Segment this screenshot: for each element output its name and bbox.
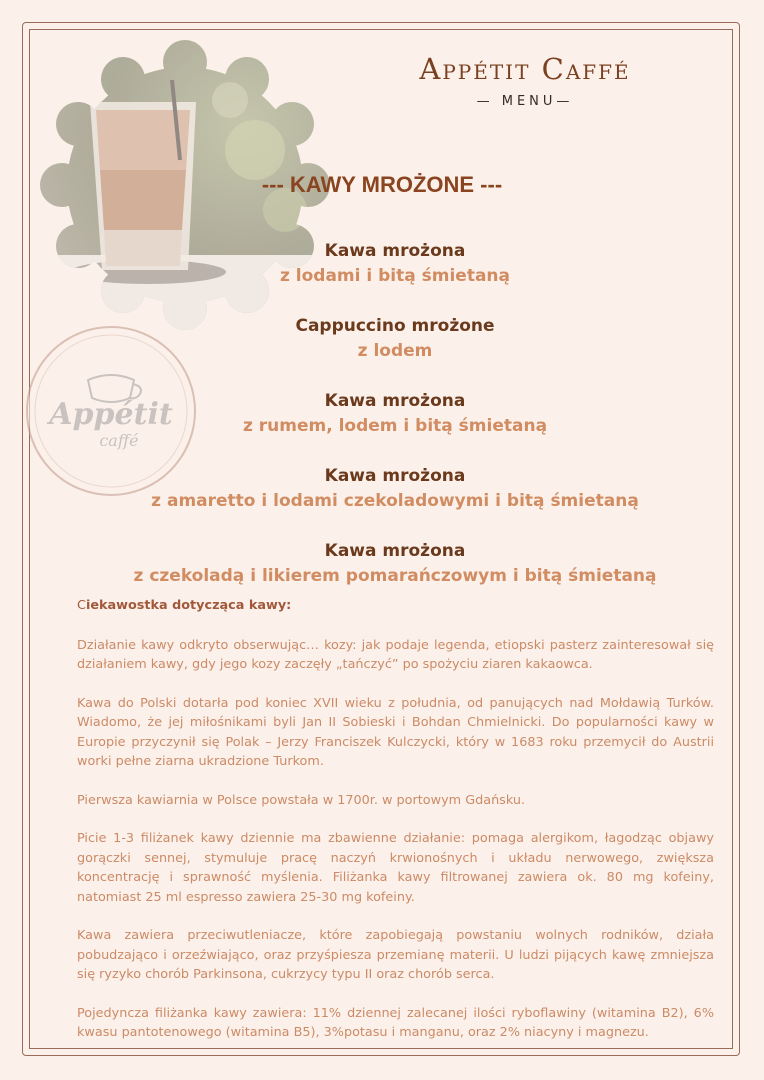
trivia-title <box>77 596 714 616</box>
menu-item <box>100 239 690 289</box>
menu-item <box>100 389 690 439</box>
menu-item-desc: z czekoladą i likierem pomarańczowym i bitą śmietaną <box>133 566 657 586</box>
menu-item-desc: z rumem, lodem i bitą śmietaną <box>242 416 548 436</box>
trivia-title-rest: iekawostka dotycząca kawy: <box>85 598 292 613</box>
trivia-paragraph: Kawa zawiera przeciwutleniacze, które zapobiegają powstaniu wolnych rodników, działa pobudzająco i orzeźwiająco, oraz przyśpiesza przemianę materii. U ludzi pijących kawę zmniejsza się ryzyko chorób Parkinsona, cukrzycy typu II oraz chorób serca. <box>77 928 714 982</box>
logo-subtext: caffé <box>99 431 139 450</box>
brand-title: Appétit Caffé <box>419 52 631 86</box>
menu-item-desc: z lodami i bitą śmietaną <box>279 266 511 286</box>
menu-item-desc: z amaretto i lodami czekoladowymi i bitą śmietaną <box>151 491 639 511</box>
trivia-paragraph: Pojedyncza filiżanka kawy zawiera: 11% dziennej zalecanej ilości ryboflawiny (witamina B2), 6% kwasu pantotenowego (witamina B5), 3%potasu i manganu, oraz 2% niacyny i magnezu. <box>77 1005 714 1040</box>
menu-item-name: Kawa mrożona <box>324 241 466 261</box>
trivia-paragraph: Picie 1-3 filiżanek kawy dziennie ma zbawienne działanie: pomaga alergikom, łagodząc objawy gorączki sennej, stymuluje pracę naczyń krwionośnych i układu nerwowego, zwiększa koncentrację i sprawność myślenia. Filiżanka kawy filtrowanej zawiera ok. 80 mg kofeiny, natomiast 25 ml espresso zawiera 25-30 mg kofeiny. <box>77 831 714 905</box>
trivia-paragraph: Działanie kawy odkryto obserwując… kozy: jak podaje legenda, etiopski pasterz zainteresował się działaniem kawy, gdy jego kozy zaczęły „tańczyć” po spożyciu ziaren kakaowca. <box>77 637 714 672</box>
menu-item <box>100 314 690 364</box>
trivia-section <box>77 596 714 1062</box>
menu-item-name: Cappuccino mrożone <box>295 316 495 336</box>
menu-item-desc: z lodem <box>357 341 433 361</box>
trivia-paragraph: Kawa do Polski dotarła pod koniec XVII wieku z południa, od panujących nad Mołdawią Turków. Wiadomo, że jej miłośnikami byli Jan II Sobieski i Bohdan Chmielnicki. Do popularności kawy w Europie przyczynił się Polak – Jerzy Franciszek Kulczycki, który w 1683 roku przemycił do Austrii worki pełne ziarna ukradzione Turkom. <box>77 695 714 769</box>
menu-item <box>100 464 690 514</box>
section-title: --- KAWY MROŻONE --- <box>261 172 503 197</box>
menu-item-name: Kawa mrożona <box>324 466 466 486</box>
menu-item <box>80 539 710 589</box>
trivia-paragraph: Pierwsza kawiarnia w Polsce powstała w 1700r. w portowym Gdańsku. <box>77 792 526 808</box>
trivia-title-initial: C <box>77 598 86 613</box>
menu-item-name: Kawa mrożona <box>324 391 466 411</box>
menu-item-name: Kawa mrożona <box>324 541 466 561</box>
logo-text: Appétit <box>49 397 173 432</box>
brand-subtitle: — MENU— <box>476 94 574 109</box>
